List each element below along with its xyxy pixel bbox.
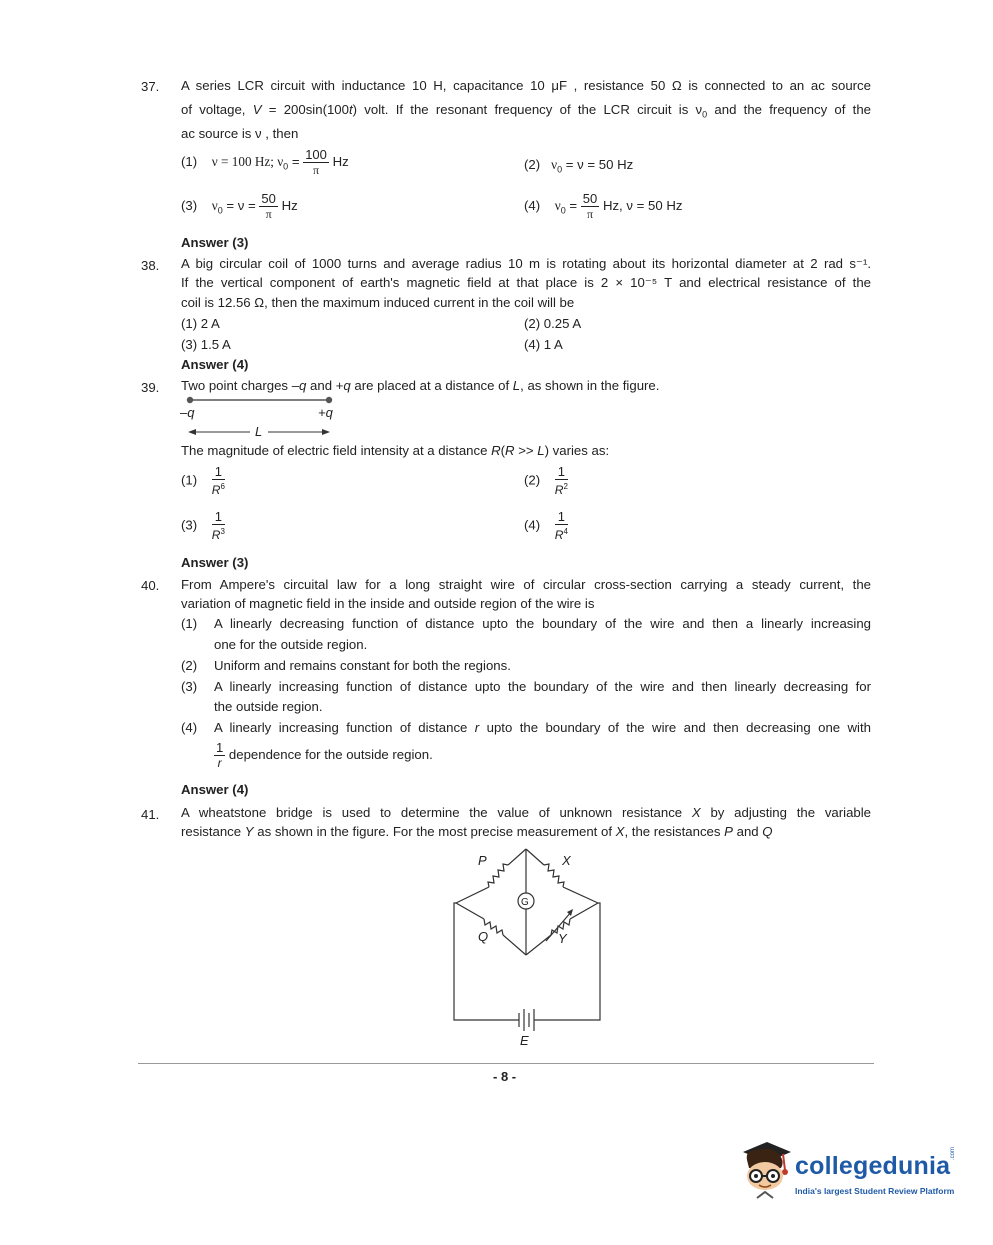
resistor-x (544, 864, 564, 887)
q37-line1: A series LCR circuit with inductance 10 H, capacitance 10 μF , resistance 50 Ω is connected to an ac source (181, 78, 871, 93)
q39-number: 39. (141, 380, 160, 395)
q40-opt1-label: (1) (181, 616, 198, 631)
arm-x-lower-wire (563, 887, 598, 903)
arm-y-upper-wire (570, 903, 598, 919)
q39-line1: Two point charges –q and +q are placed at a distance of L, as shown in the figure. (181, 378, 660, 393)
q37-option-3: (3) $\nu_0 = \nu$ = $\frac{50}{\pi}$ Hz (181, 191, 298, 221)
q39-answer: Answer (3) (181, 555, 249, 570)
q40-opt3-label: (3) (181, 679, 198, 694)
q39-option-2: (2) $\frac{1}{R^2}$ (524, 464, 568, 497)
page-number: - 8 - (493, 1069, 517, 1084)
q40-opt4-label: (4) (181, 720, 198, 735)
positive-charge-dot (326, 397, 332, 403)
q40-opt1-line1: A linearly decreasing function of distance upto the boundary of the wire and then a linearly increasing (214, 616, 871, 631)
q37-answer: Answer (3) (181, 235, 249, 250)
arm-x-upper-wire (526, 849, 544, 865)
wheatstone-bridge-figure (440, 845, 615, 1055)
q37-number: 37. (141, 79, 160, 94)
q38-option-2: (2) 0.25 A (524, 316, 582, 331)
q37-line3: ac source is ν , then (181, 126, 299, 141)
q38-option-4: (4) 1 A (524, 337, 563, 352)
label-x: X (562, 853, 571, 868)
q37-option-2: (2) $\nu_0 = \nu = 50$ Hz (524, 157, 634, 175)
q41-number: 41. (141, 807, 160, 822)
q39-option-4: (4) $\frac{1}{R^4}$ (524, 509, 568, 542)
q37-opt3-fraction: $\frac{50}{\pi}$ (261, 191, 276, 221)
q38-option-1: (1) 2 A (181, 316, 220, 331)
label-p: P (478, 853, 487, 868)
q39-opt1-fraction: $\frac{1}{R^6}$ (211, 464, 225, 497)
q37-opt1-fraction: $\frac{100}{\pi}$ (305, 147, 327, 177)
q37-line2: of voltage, V = 200sin(100t) volt. If the resonant frequency of the LCR circuit is $\nu_0$ and the frequency of the (181, 102, 872, 120)
q40-opt2-line1: Uniform and remains constant for both the regions. (214, 658, 511, 673)
q40-opt3-line1: A linearly increasing function of distance upto the boundary of the wire and then linearly decreasing for (214, 679, 871, 694)
q40-opt2-label: (2) (181, 658, 198, 673)
q39-opt3-fraction: $\frac{1}{R^3}$ (211, 509, 225, 542)
label-y: Y (558, 931, 567, 946)
outer-wire-left (454, 903, 519, 1020)
q40-opt1-line2: one for the outside region. (214, 637, 368, 652)
arm-p-upper-wire (508, 849, 526, 865)
negative-charge-label: –q (180, 405, 195, 420)
q40-opt4-line2: $\frac{1}{r}$ dependence for the outside region. (216, 740, 433, 770)
label-q: Q (478, 929, 489, 944)
q38-option-3: (3) 1.5 A (181, 337, 231, 352)
q40-line2: variation of magnetic field in the inside and outside region of the wire is (181, 596, 595, 611)
q38-line1: A big circular coil of 1000 turns and average radius 10 m is rotating about its horizontal diameter at 2 rad s⁻¹. (181, 256, 871, 271)
positive-charge-label: +q (318, 405, 333, 420)
q41-line2: resistance Y as shown in the figure. For the most precise measurement of X, the resistances P and Q (181, 824, 773, 839)
q38-number: 38. (141, 258, 160, 273)
q37-option-4: (4) $\nu_0$ = $\frac{50}{\pi}$ Hz, ν = 50 Hz (524, 191, 683, 221)
collegedunia-logo-com: .com (950, 1146, 956, 1160)
collegedunia-mascot-icon (737, 1138, 795, 1206)
arrowhead-right (322, 429, 330, 435)
q39-opt4-fraction: $\frac{1}{R^4}$ (554, 509, 568, 542)
label-e: E (520, 1033, 529, 1048)
q39-line2: The magnitude of electric field intensity at a distance R(R >> L) varies as: (181, 443, 610, 458)
collegedunia-tagline: India's largest Student Review Platform (795, 1186, 955, 1196)
q40-number: 40. (141, 578, 160, 593)
length-label: L (255, 424, 263, 439)
q40-line1: From Ampere's circuital law for a long straight wire of circular cross-section carrying a steady current, the (181, 577, 871, 592)
arm-p-lower-wire (456, 887, 489, 903)
q39-option-1: (1) $\frac{1}{R^6}$ (181, 464, 225, 497)
footer-divider (138, 1063, 874, 1064)
negative-charge-dot (187, 397, 193, 403)
resistor-p (488, 864, 508, 887)
dipole-figure (170, 392, 350, 444)
q39-option-3: (3) $\frac{1}{R^3}$ (181, 509, 225, 542)
q41-line1: A wheatstone bridge is used to determine the value of unknown resistance X by adjusting the variable (181, 805, 872, 820)
q40-answer: Answer (4) (181, 782, 249, 797)
q40-opt3-line2: the outside region. (214, 699, 323, 714)
arm-q-upper-wire (456, 903, 484, 919)
arm-q-lower-wire (503, 935, 526, 955)
q38-answer: Answer (4) (181, 357, 249, 372)
q40-opt4-fraction: $\frac{1}{r}$ (216, 740, 224, 770)
q37-option-1: (1) ν = 100 Hz; $\nu_0$ = $\frac{100}{\pi}$ Hz (181, 147, 349, 177)
q39-opt2-fraction: $\frac{1}{R^2}$ (554, 464, 568, 497)
label-g: G (521, 897, 529, 908)
q38-line2: If the vertical component of earth's magnetic field at that place is 2 × 10⁻⁵ T and electrical resistance of the (181, 275, 871, 290)
collegedunia-logo-text: collegedunia (795, 1152, 951, 1180)
q40-opt4-line1: A linearly increasing function of distance r upto the boundary of the wire and then decreasing one with (214, 720, 871, 735)
outer-wire-right (534, 903, 600, 1020)
q37-opt4-fraction: $\frac{50}{\pi}$ (582, 191, 598, 221)
arm-y-lower-wire (526, 935, 551, 955)
q38-line3: coil is 12.56 Ω, then the maximum induced current in the coil will be (181, 295, 575, 310)
arrowhead-left (188, 429, 196, 435)
